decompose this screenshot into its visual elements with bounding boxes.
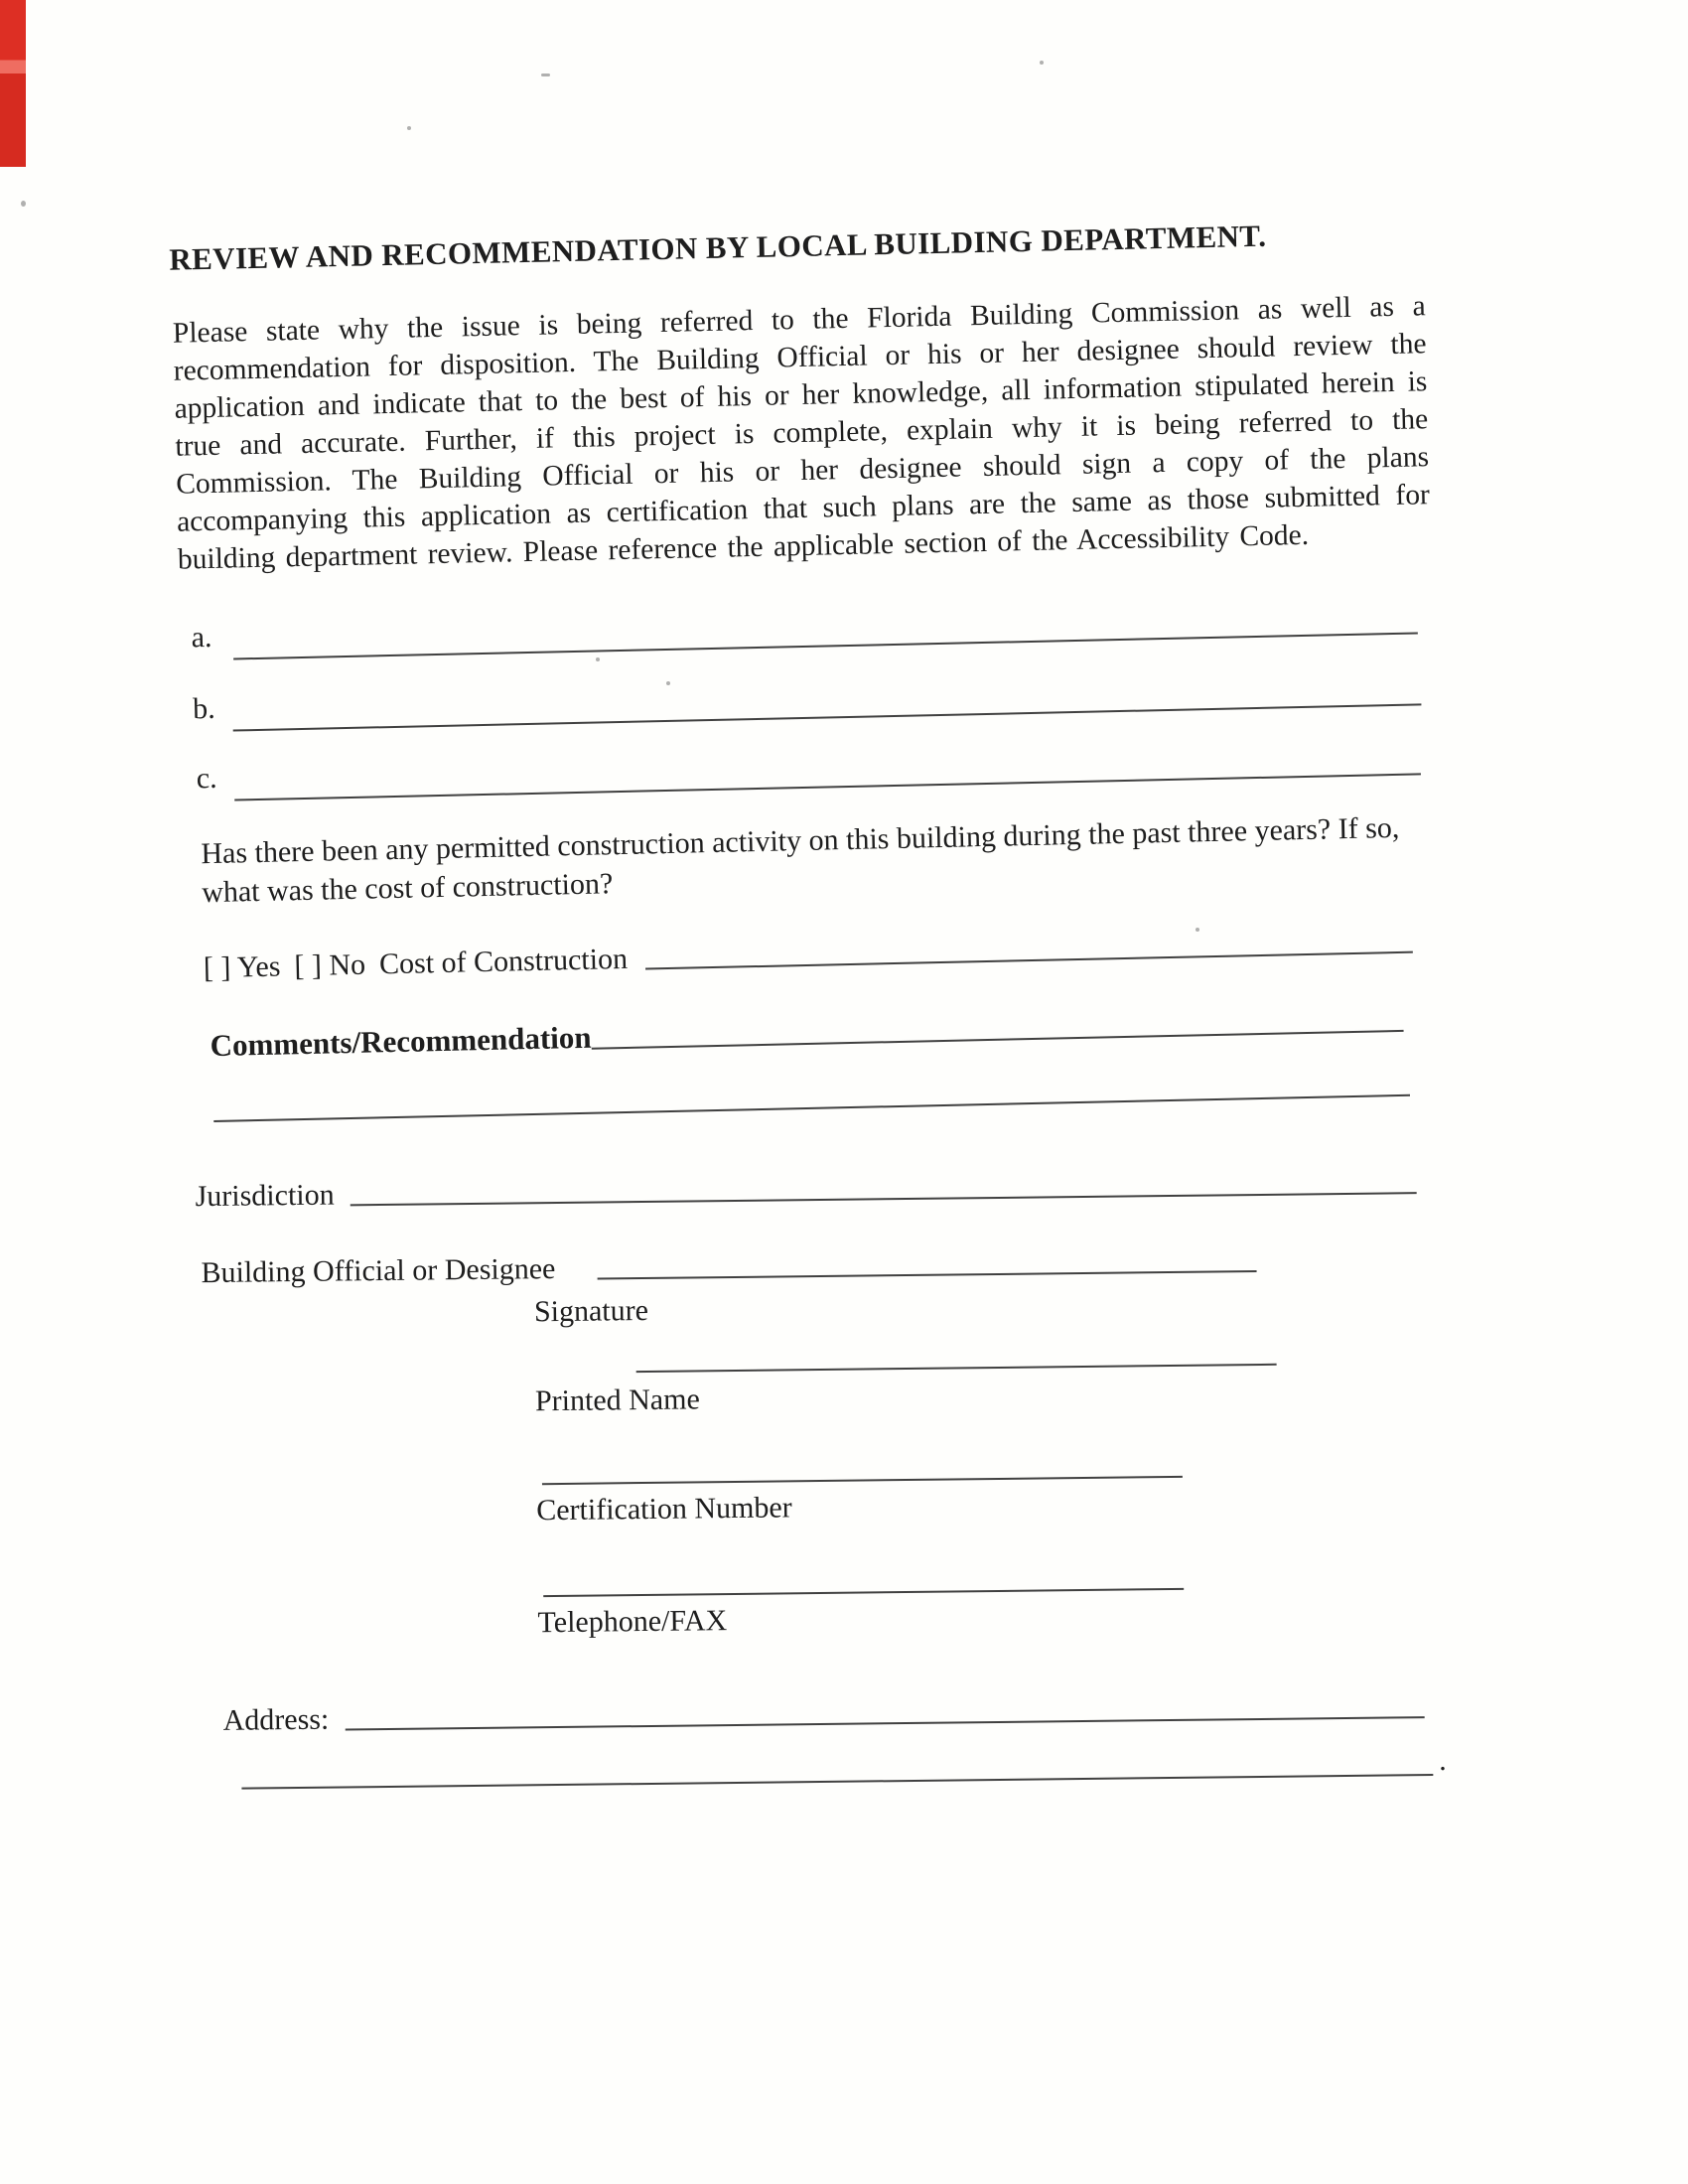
cost-of-construction-label: Cost of Construction — [378, 942, 629, 981]
no-checkbox-option: [ ] No — [294, 947, 366, 983]
list-item-c-label: c. — [196, 761, 217, 796]
telephone-fax-label: Telephone/FAX — [537, 1604, 728, 1640]
printed-name-blank-line — [636, 1364, 1277, 1373]
building-official-label: Building Official or Designee — [201, 1252, 556, 1290]
signature-label: Signature — [533, 1293, 649, 1329]
list-item-a-label: a. — [191, 620, 212, 655]
construction-activity-question: Has there been any permitted construction activity on this building during the past three years? If so, what was the cost of construction? — [201, 810, 1400, 910]
jurisdiction-label: Jurisdiction — [195, 1178, 335, 1214]
trailing-period-mark: . — [1438, 1743, 1447, 1777]
comments-recommendation-label: Comments/Recommendation — [210, 1019, 592, 1064]
signature-blank-line — [597, 1270, 1256, 1280]
list-item-b-label: b. — [192, 691, 216, 726]
page-title: REVIEW AND RECOMMENDATION BY LOCAL BUILDING DEPARTMENT. — [168, 218, 1267, 277]
building-official-row — [201, 1244, 1256, 1290]
telephone-fax-blank-line — [543, 1588, 1184, 1597]
jurisdiction-blank-line — [351, 1192, 1417, 1206]
jurisdiction-row — [195, 1166, 1416, 1214]
printed-name-label: Printed Name — [534, 1383, 700, 1418]
certification-number-label: Certification Number — [536, 1491, 792, 1528]
certification-number-blank-line — [542, 1476, 1183, 1485]
yes-checkbox-option: [ ] Yes — [203, 949, 281, 985]
address-blank-line-1 — [345, 1716, 1424, 1730]
address-label: Address: — [222, 1702, 330, 1737]
address-blank-line-2 — [241, 1774, 1433, 1790]
intro-paragraph: Please state why the issue is being referred to the Florida Building Commission as well as a recommendation for disposition. The Building Official or his or her designee should review the application and indicate that to the best of his or her knowledge, all information stipulated herein is true and accurate. Further, if this project is complete, explain why it is being referred to the Commission. The Building Official or his or her designee should sign a copy of the plans accompanying this application as certification that such plans are the same as those submitted for building department review. Please reference the applicable section of the Accessibility Code. — [172, 290, 1431, 576]
address-row — [222, 1690, 1424, 1738]
